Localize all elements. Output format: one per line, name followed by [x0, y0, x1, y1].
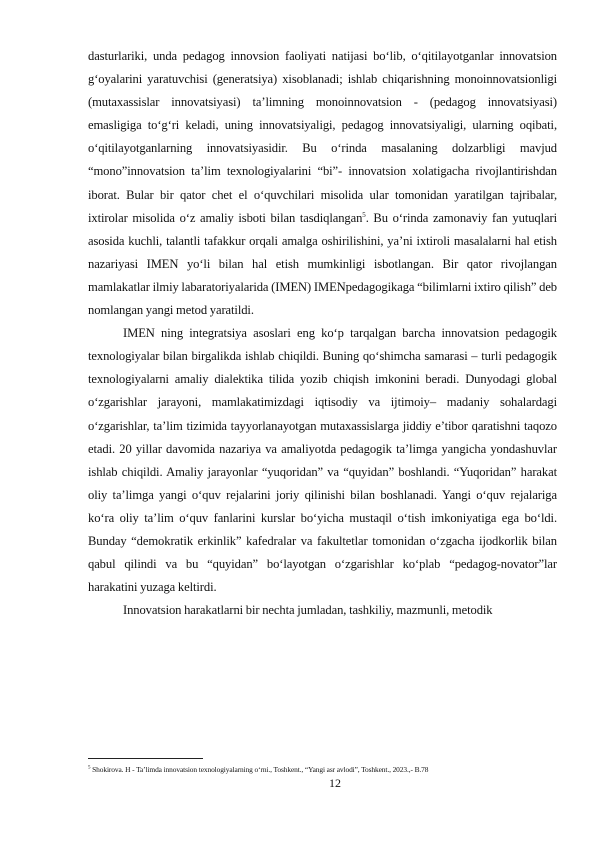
footnote-reference[interactable]: 5 — [362, 210, 366, 219]
paragraph-1-text: dasturlariki, unda pedagog innovsion faoliyati natijasi bo‘lib, o‘qitilayotganlar innovatsion g‘oyalarini yaratuvchisi (generatsiya) xisoblanadi; ishlab chiqarishning monoinnovatsionligi (mutaxassislar innovatsiyasi) ta’limning monoinnovatsion - (pedagog innovatsiyasi) emasligiga to‘g‘ri keladi, uning innovatsiyaligi, pedagog innovatsiyaligi, ularning oqibati, o‘qitilayotganlarning innovatsiyasidir. Bu o‘rinda masalaning dolzarbligi mavjud “mono”innovatsion ta’lim texnologiyalarini “bi”- innovatsion xolatigacha rivojlantirishdan iborat. Bular bir qator chet el o‘quvchilari misolida ular tomonidan yaratilgan tajribalar, ixtirolar misolida o‘z amaliy isboti bilan tasdiqlangan — [88, 49, 557, 225]
footnote-divider — [88, 758, 203, 759]
paragraph-1 — [88, 45, 557, 322]
paragraph-3: Innovatsion harakatlarni bir nechta jumladan, tashkiliy, mazmunli, metodik — [123, 603, 493, 618]
paragraph-2: IMEN ning integratsiya asoslari eng ko‘p tarqalgan barcha innovatsion pedagogik texnologiyalar bilan birgalikda ishlab chiqildi. Buning qo‘shimcha samarasi – turli pedagogik texnologiyalarni amaliy dialektika tilida yozib chiqish imkonini beradi. Dunyodagi global o‘zgarishlar jarayoni, mamlakatimizdagi iqtisodiy va ijtimoiy– madaniy sohalardagi o‘zgarishlar, ta’lim tizimida tayyorlanayotgan mutaxassislarga jiddiy e’tibor qaratishni taqozo etadi. 20 yillar davomida nazariya va amaliyotda pedagogik ta’limga yangicha yondashuvlar ishlab chiqildi. Amaliy jarayonlar “yuqoridan” va “quyidan” boshlandi. “Yuqoridan” harakat oliy ta’limga yangi o‘quv rejalarini joriy qilinishi bilan boshlanadi. Yangi o‘quv rejalariga ko‘ra oliy ta’lim o‘quv fanlarini kurslar bo‘yicha mustaqil o‘tish imkoniyatiga ega bo‘ldi. Bunday “demokratik erkinlik” kafedralar va fakultetlar tomonidan o‘zgacha ijodkorlik bilan qabul qilindi va bu “quyidan” bo‘layotgan o‘zgarishlar ko‘plab “pedagog-novator”lar harakatini yuzaga keltirdi. — [88, 326, 557, 595]
page-number: 12 — [329, 776, 341, 790]
footnote-text: Shokirova. H - Ta’limda innovatsion texnologiyalarning o‘rni., Toshkent., “Yangi asr avlodi”, Toshkent., 2023.,- B.78 — [90, 765, 429, 774]
page-body — [88, 45, 557, 622]
paragraph-1-text-continued: . Bu o‘rinda zamonaviy fan yutuqlari asosida kuchli, talantli tafakkur orqali amalga oshirilishini, ya’ni ixtiroli masalalarni hal etish nazariyasi IMEN yo‘li bilan hal etish mumkinligi isbotlangan. Bir qator rivojlangan mamlakatlar ilmiy labaratoriyalarida (IMEN) IMENpedagogikaga “bilimlarni ixtiro qilish” deb nomlangan yangi metod yaratildi. — [88, 210, 558, 318]
footnote-number: 5 — [88, 765, 91, 771]
